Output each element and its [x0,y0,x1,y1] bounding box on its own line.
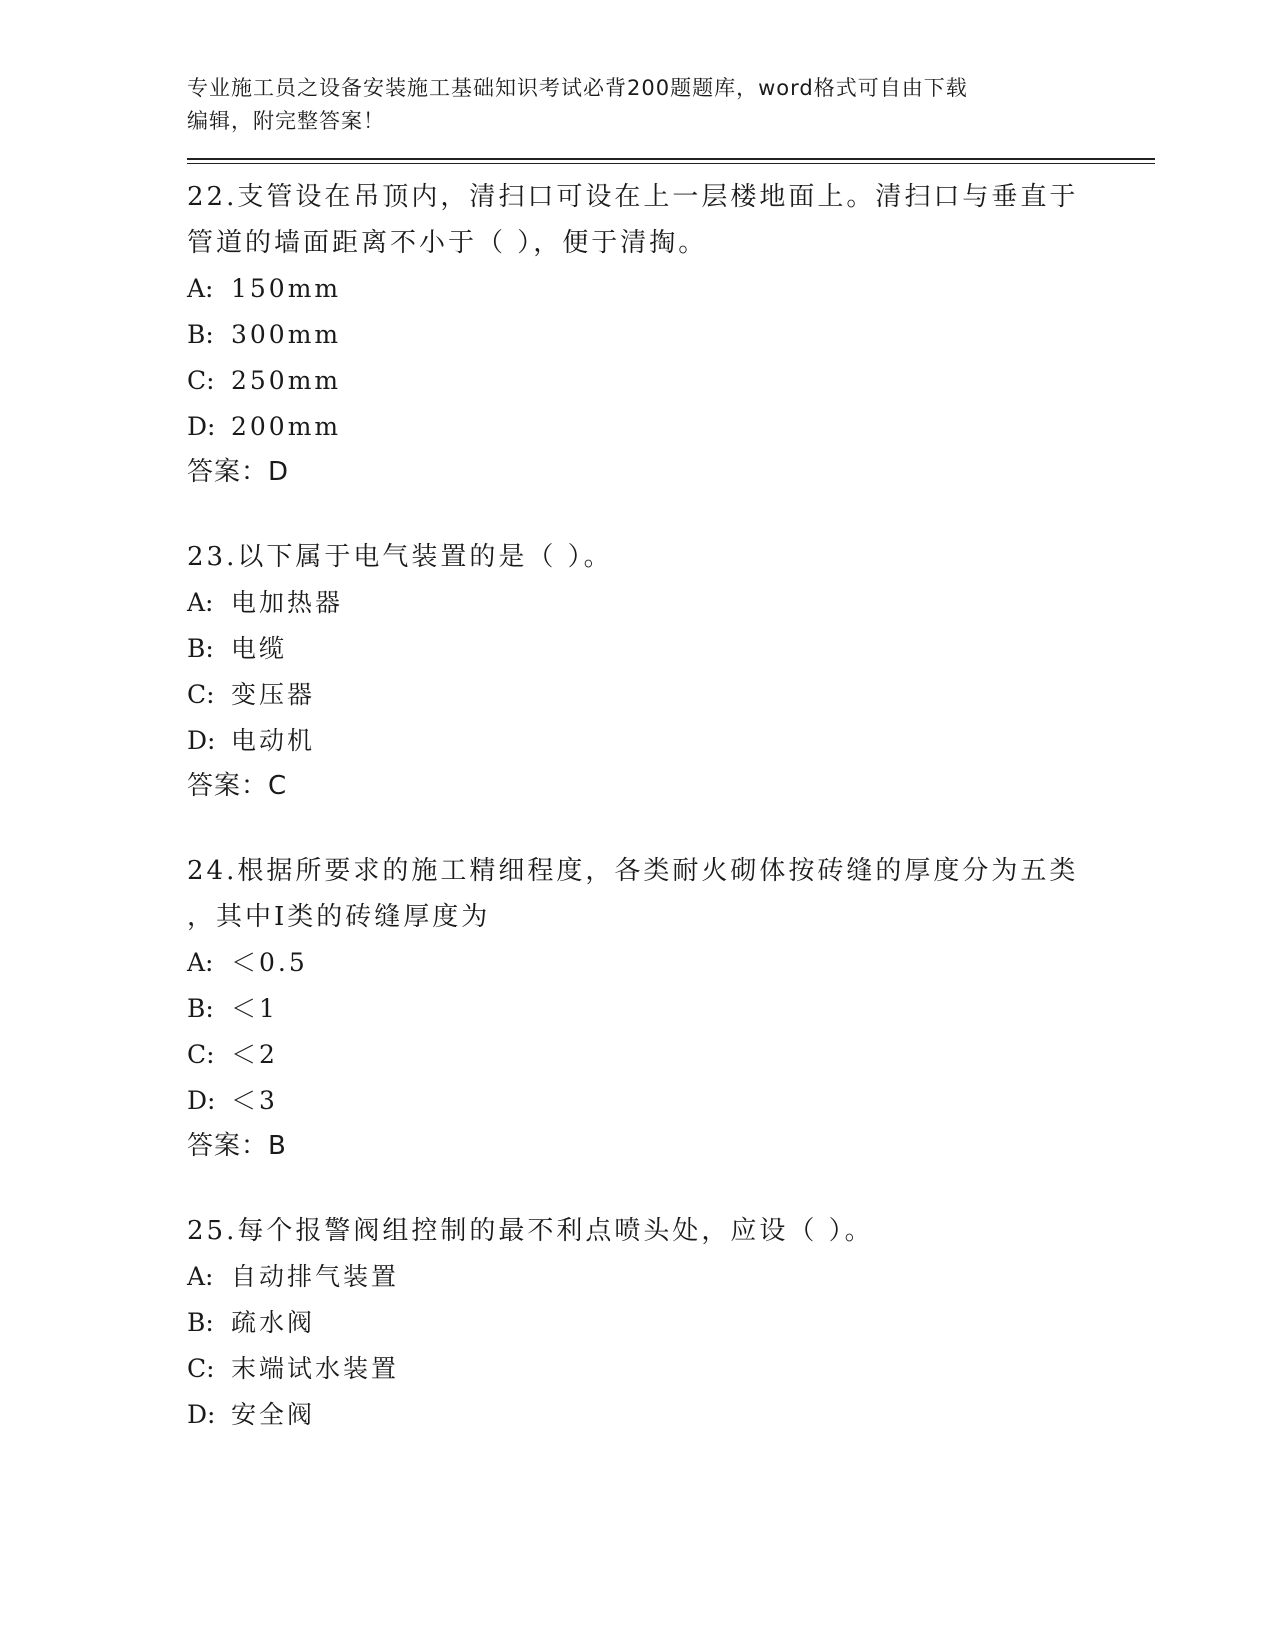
question-text-line: ，其中Ⅰ类的砖缝厚度为 [187,902,491,932]
option-text: 安全阀 [231,1400,316,1429]
option-letter: C: [187,1040,215,1069]
question-text-line: 管道的墙面距离不小于（ ），便于清掏。 [187,228,708,258]
option-text: 150mm [231,274,342,303]
option-text: 200mm [231,412,342,441]
option-text: ＜1 [231,994,278,1023]
option-letter: C: [187,366,215,395]
question-text-line: 23.以下属于电气装置的是（ ）。 [187,542,613,572]
header-line-1: 专业施工员之设备安装施工基础知识考试必背200题题库，word格式可自由下载 [187,76,968,100]
option-text: 变压器 [231,680,316,709]
option-letter: D: [187,1400,216,1429]
option-c [187,672,1147,718]
question-24 [187,848,1147,1168]
option-d [187,1078,1147,1124]
option-letter: B: [187,634,214,663]
option-letter: B: [187,994,214,1023]
option-b [187,986,1147,1032]
option-a [187,580,1147,626]
answer-line: 答案：D [187,457,290,487]
option-text: 电动机 [231,726,316,755]
option-letter: D: [187,412,216,441]
option-letter: A: [187,588,214,617]
option-letter: A: [187,948,214,977]
option-letter: D: [187,1086,216,1115]
option-d [187,1392,1147,1438]
option-letter: A: [187,274,214,303]
option-c [187,358,1147,404]
option-text: 自动排气装置 [231,1262,400,1291]
option-a [187,266,1147,312]
option-text: 电缆 [231,634,288,663]
option-d [187,404,1147,450]
option-letter: B: [187,320,214,349]
option-b [187,1300,1147,1346]
question-text-line: 22.支管设在吊顶内，清扫口可设在上一层楼地面上。清扫口与垂直于 [187,182,1079,212]
option-d [187,718,1147,764]
option-text: ＜0.5 [231,948,308,977]
option-letter: C: [187,1354,215,1383]
option-text: 电加热器 [231,588,344,617]
option-letter: D: [187,726,216,755]
question-25 [187,1208,1147,1438]
option-letter: C: [187,680,215,709]
question-22 [187,174,1147,494]
question-list [187,174,1147,1438]
header-line-2: 编辑，附完整答案！ [187,109,385,133]
option-c [187,1346,1147,1392]
option-text: 300mm [231,320,342,349]
option-b [187,626,1147,672]
header-divider [187,158,1155,164]
answer-line: 答案：C [187,771,288,801]
document-header [187,72,1067,138]
option-text: ＜3 [231,1086,278,1115]
question-text-line: 24.根据所要求的施工精细程度，各类耐火砌体按砖缝的厚度分为五类 [187,856,1079,886]
question-23 [187,534,1147,808]
option-text: ＜2 [231,1040,278,1069]
option-letter: B: [187,1308,214,1337]
question-text-line: 25.每个报警阀组控制的最不利点喷头处，应设（ ）。 [187,1216,874,1246]
option-c [187,1032,1147,1078]
answer-line: 答案：B [187,1131,287,1161]
option-b [187,312,1147,358]
option-a [187,1254,1147,1300]
option-text: 疏水阀 [231,1308,316,1337]
option-text: 末端试水装置 [231,1354,400,1383]
option-text: 250mm [231,366,342,395]
option-a [187,940,1147,986]
document-page [187,72,1147,1478]
option-letter: A: [187,1262,214,1291]
